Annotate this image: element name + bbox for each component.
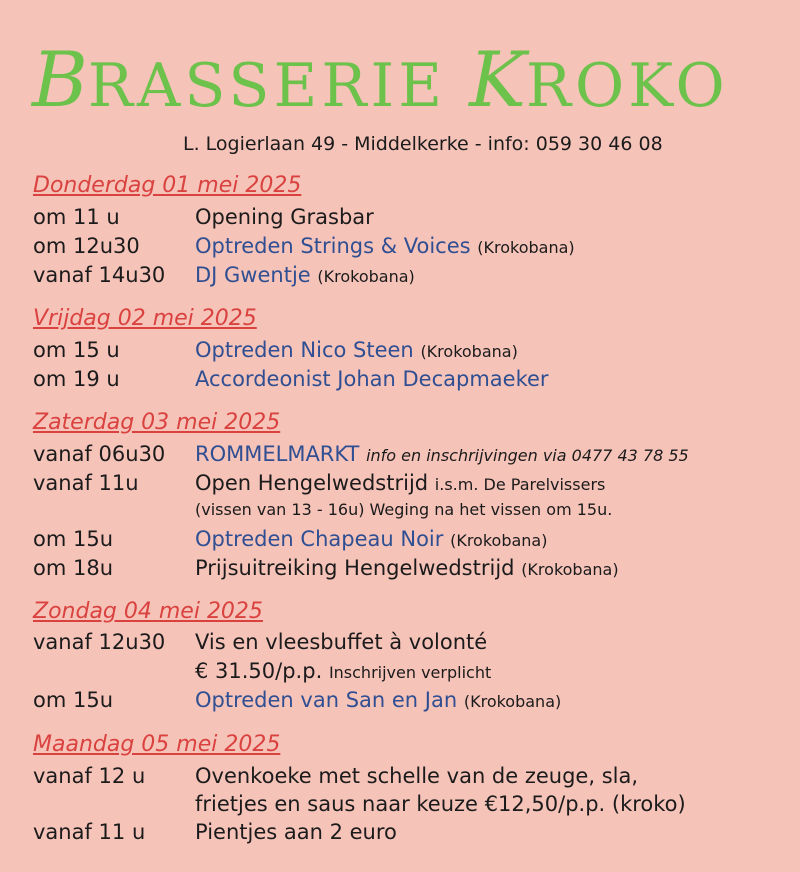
event-description: [195, 525, 547, 555]
event-title: Optreden Strings & Voices: [195, 234, 471, 258]
day-heading-donderdag: Donderdag 01 mei 2025: [33, 173, 302, 198]
event-description: Accordeonist Johan Decapmaeker: [195, 367, 549, 391]
event-description: [195, 686, 561, 716]
event-note: (Krokobana): [317, 267, 415, 286]
event-note: (Krokobana): [463, 692, 562, 711]
event-time: om 15 u: [33, 338, 120, 362]
event-title: ROMMELMARKT: [195, 442, 360, 466]
event-description: [195, 232, 575, 262]
event-description-line2: frietjes en saus naar keuze €12,50/p.p. (kroko): [195, 792, 686, 816]
event-time: om 12u30: [33, 234, 140, 258]
title-initial-k: K: [469, 35, 526, 124]
event-note: Inschrijven verplicht: [328, 663, 492, 682]
event-description: [195, 261, 415, 291]
event-title: Optreden van San en Jan: [195, 688, 458, 712]
event-time: vanaf 11 u: [33, 820, 146, 844]
event-time: om 19 u: [33, 367, 120, 391]
event-title: Prijsuitreiking Hengelwedstrijd: [195, 556, 515, 580]
event-time: vanaf 14u30: [33, 263, 166, 287]
event-title: DJ Gwentje: [195, 263, 311, 287]
event-time: om 11 u: [33, 205, 120, 229]
event-title: Optreden Nico Steen: [195, 338, 414, 362]
event-description: Vis en vleesbuffet à volonté: [195, 630, 488, 654]
title-initial-b: B: [32, 35, 88, 124]
event-title: Optreden Chapeau Noir: [195, 527, 444, 551]
event-note: i.s.m. De Parelvissers: [434, 475, 606, 494]
event-time: om 15u: [33, 527, 114, 551]
event-time: om 15u: [33, 688, 114, 712]
brasserie-title: [32, 35, 792, 126]
event-note: info en inschrijvingen via 0477 43 78 55: [366, 446, 689, 465]
event-time: vanaf 12u30: [33, 630, 166, 654]
event-time: vanaf 11u: [33, 471, 139, 495]
event-description: Pientjes aan 2 euro: [195, 820, 397, 844]
event-price-line: [195, 657, 491, 687]
address-line: L. Logierlaan 49 - Middelkerke - info: 059 30 46 08: [183, 133, 663, 155]
title-part-2: ROKO: [525, 51, 729, 121]
event-time: vanaf 06u30: [33, 442, 166, 466]
event-title: Open Hengelwedstrijd: [195, 471, 429, 495]
event-description: Ovenkoeke met schelle van de zeuge, sla,: [195, 764, 639, 788]
event-description: [195, 469, 605, 499]
event-description: [195, 440, 689, 470]
event-note: (Krokobana): [450, 531, 548, 550]
day-heading-zaterdag: Zaterdag 03 mei 2025: [33, 410, 281, 435]
day-heading-vrijdag: Vrijdag 02 mei 2025: [33, 306, 257, 331]
event-description: [195, 336, 518, 366]
event-time: vanaf 12 u: [33, 764, 146, 788]
title-part-1: RASSERIE: [87, 51, 470, 121]
event-price: € 31.50/p.p.: [195, 659, 323, 683]
day-heading-maandag: Maandag 05 mei 2025: [33, 732, 281, 757]
event-description: Opening Grasbar: [195, 205, 374, 229]
event-description: [195, 554, 619, 584]
day-heading-zondag: Zondag 04 mei 2025: [33, 599, 263, 624]
event-note: (Krokobana): [521, 560, 619, 579]
event-detail: (vissen van 13 - 16u) Weging na het vissen om 15u.: [195, 500, 613, 519]
event-note: (Krokobana): [420, 342, 518, 361]
event-note: (Krokobana): [477, 238, 575, 257]
event-time: om 18u: [33, 556, 114, 580]
